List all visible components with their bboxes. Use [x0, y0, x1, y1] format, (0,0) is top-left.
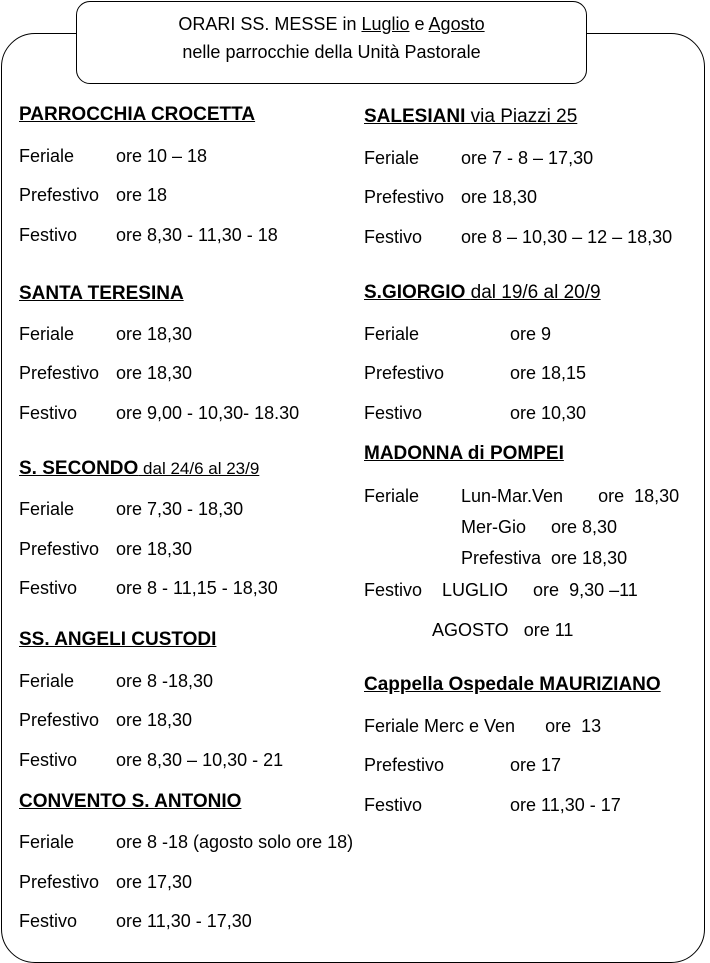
teresina-prefestivo-label: Prefestivo [19, 363, 100, 383]
mauriziano-prefestivo-value: ore 17 [510, 755, 562, 775]
salesiani-heading-note: via Piazzi 25 [470, 106, 578, 127]
giorgio-feriale-label: Feriale [364, 324, 420, 344]
secondo-feriale-label: Feriale [19, 499, 75, 519]
angeli-feriale-label: Feriale [19, 671, 75, 691]
pompei-agosto-row: AGOSTO ore 11 [432, 620, 574, 640]
angeli-prefestivo-value: ore 18,30 [116, 710, 193, 730]
title-box [76, 1, 587, 84]
salesiani-festivo-value: ore 8 – 10,30 – 12 – 18,30 [461, 227, 673, 247]
angeli-prefestivo-label: Prefestivo [19, 710, 100, 730]
antonio-festivo-value: ore 11,30 - 17,30 [116, 911, 252, 931]
secondo-heading-note: dal 24/6 al 23/9 [138, 459, 260, 478]
pompei-row-1: Lun-Mar.Ven ore 18,30 [461, 486, 680, 506]
salesiani-prefestivo-label: Prefestivo [364, 187, 445, 207]
secondo-feriale-value: ore 7,30 - 18,30 [116, 499, 244, 519]
teresina-festivo-label: Festivo [19, 403, 78, 423]
title-prefix: ORARI SS. MESSE in [178, 14, 362, 34]
giorgio-heading-note: dal 19/6 al 20/9 [470, 282, 601, 303]
secondo-festivo-label: Festivo [19, 578, 78, 598]
antonio-feriale-value: ore 8 -18 (agosto solo ore 18) [116, 832, 354, 852]
mauriziano-festivo-value: ore 11,30 - 17 [510, 795, 621, 815]
title-agosto: Agosto [428, 14, 485, 34]
crocetta-prefestivo-value: ore 18 [116, 185, 168, 205]
antonio-heading: CONVENTO S. ANTONIO [19, 791, 242, 812]
crocetta-feriale-value: ore 10 – 18 [116, 146, 208, 166]
title-conj: e [409, 14, 429, 34]
angeli-festivo-value: ore 8,30 – 10,30 - 21 [116, 750, 284, 770]
secondo-prefestivo-value: ore 18,30 [116, 539, 193, 559]
giorgio-festivo-value: ore 10,30 [510, 403, 587, 423]
mauriziano-festivo-label: Festivo [364, 795, 423, 815]
salesiani-feriale-value: ore 7 - 8 – 17,30 [461, 148, 594, 168]
pompei-heading: MADONNA di POMPEI [364, 443, 564, 464]
giorgio-festivo-label: Festivo [364, 403, 423, 423]
salesiani-heading [364, 105, 577, 129]
crocetta-prefestivo-label: Prefestivo [19, 185, 100, 205]
crocetta-heading: PARROCCHIA CROCETTA [19, 104, 256, 125]
title-luglio: Luglio [361, 14, 410, 34]
teresina-festivo-value: ore 9,00 - 10,30- 18.30 [116, 403, 300, 423]
salesiani-festivo-label: Festivo [364, 227, 423, 247]
secondo-heading [19, 457, 259, 481]
angeli-feriale-value: ore 8 -18,30 [116, 671, 214, 691]
teresina-heading: SANTA TERESINA [19, 283, 184, 304]
salesiani-heading-name: SALESIANI [364, 106, 471, 127]
mauriziano-prefestivo-label: Prefestivo [364, 755, 445, 775]
crocetta-festivo-value: ore 8,30 - 11,30 - 18 [116, 225, 278, 245]
teresina-prefestivo-value: ore 18,30 [116, 363, 193, 383]
title-line-1 [77, 10, 586, 38]
giorgio-heading [364, 281, 601, 305]
antonio-festivo-label: Festivo [19, 911, 78, 931]
salesiani-feriale-label: Feriale [364, 148, 420, 168]
title-line-2: nelle parrocchie della Unità Pastorale [182, 42, 481, 62]
giorgio-prefestivo-label: Prefestivo [364, 363, 445, 383]
pompei-row-2: Mer-Gio ore 8,30 [461, 517, 618, 537]
crocetta-festivo-label: Festivo [19, 225, 78, 245]
angeli-heading: SS. ANGELI CUSTODI [19, 629, 217, 650]
mauriziano-heading: Cappella Ospedale MAURIZIANO [364, 674, 661, 695]
crocetta-feriale-label: Feriale [19, 146, 75, 166]
giorgio-feriale-value: ore 9 [510, 324, 552, 344]
secondo-festivo-value: ore 8 - 11,15 - 18,30 [116, 578, 278, 598]
salesiani-prefestivo-value: ore 18,30 [461, 187, 538, 207]
giorgio-prefestivo-value: ore 18,15 [510, 363, 587, 383]
teresina-feriale-value: ore 18,30 [116, 324, 193, 344]
teresina-feriale-label: Feriale [19, 324, 75, 344]
giorgio-heading-name: S.GIORGIO [364, 282, 471, 303]
antonio-feriale-label: Feriale [19, 832, 75, 852]
antonio-prefestivo-label: Prefestivo [19, 872, 100, 892]
mauriziano-feriale-row: Feriale Merc e Ven ore 13 [364, 716, 602, 736]
angeli-festivo-label: Festivo [19, 750, 78, 770]
secondo-heading-name: S. SECONDO [19, 458, 139, 479]
antonio-prefestivo-value: ore 17,30 [116, 872, 193, 892]
secondo-prefestivo-label: Prefestivo [19, 539, 100, 559]
pompei-feriale-label: Feriale [364, 486, 420, 506]
pompei-festivo-row: Festivo LUGLIO ore 9,30 –11 [364, 580, 638, 600]
pompei-row-3: Prefestiva ore 18,30 [461, 548, 628, 568]
